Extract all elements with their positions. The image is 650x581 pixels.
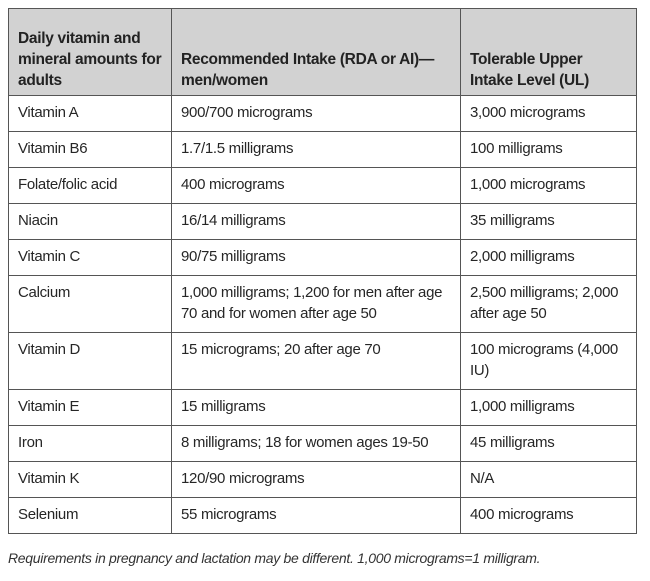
limit-cell: N/A [461,462,637,498]
nutrient-cell: Vitamin A [9,96,172,132]
intake-cell: 400 micrograms [172,168,461,204]
table-row [9,96,637,132]
nutrient-cell: Niacin [9,204,172,240]
intake-cell: 15 milligrams [172,390,461,426]
intake-cell: 15 micrograms; 20 after age 70 [172,333,461,390]
nutrient-cell: Vitamin K [9,462,172,498]
table-header-row [9,9,637,96]
intake-cell: 900/700 micrograms [172,96,461,132]
intake-cell: 55 micrograms [172,498,461,534]
nutrient-cell: Vitamin B6 [9,132,172,168]
limit-cell: 100 micrograms (4,000 IU) [461,333,637,390]
intake-cell: 8 milligrams; 18 for women ages 19-50 [172,426,461,462]
intake-cell: 90/75 milligrams [172,240,461,276]
limit-cell: 2,500 milligrams; 2,000 after age 50 [461,276,637,333]
nutrient-table-container [8,8,636,534]
table-row [9,132,637,168]
limit-cell: 100 milligrams [461,132,637,168]
nutrient-cell: Iron [9,426,172,462]
limit-cell: 1,000 milligrams [461,390,637,426]
table-footnote: Requirements in pregnancy and lactation may be different. 1,000 micrograms=1 milligram. [8,550,541,566]
nutrient-cell: Vitamin C [9,240,172,276]
table-row [9,204,637,240]
limit-cell: 2,000 milligrams [461,240,637,276]
limit-cell: 400 micrograms [461,498,637,534]
table-row [9,240,637,276]
table-row [9,390,637,426]
limit-cell: 3,000 micrograms [461,96,637,132]
intake-cell: 16/14 milligrams [172,204,461,240]
intake-cell: 120/90 micrograms [172,462,461,498]
nutrient-cell: Calcium [9,276,172,333]
table-row [9,333,637,390]
limit-cell: 45 milligrams [461,426,637,462]
table-row [9,168,637,204]
header-nutrient: Daily vitamin and mineral amounts for adults [9,9,172,96]
nutrient-cell: Folate/folic acid [9,168,172,204]
limit-cell: 1,000 micrograms [461,168,637,204]
header-recommended-intake: Recommended Intake (RDA or AI)—men/women [172,9,461,96]
intake-cell: 1,000 milligrams; 1,200 for men after age 70 and for women after age 50 [172,276,461,333]
limit-cell: 35 milligrams [461,204,637,240]
intake-cell: 1.7/1.5 milligrams [172,132,461,168]
table-row [9,276,637,333]
nutrient-cell: Vitamin D [9,333,172,390]
table-row [9,426,637,462]
table-row [9,498,637,534]
header-upper-limit: Tolerable Upper Intake Level (UL) [461,9,637,96]
table-row [9,462,637,498]
nutrient-table [8,8,637,534]
nutrient-cell: Vitamin E [9,390,172,426]
nutrient-cell: Selenium [9,498,172,534]
